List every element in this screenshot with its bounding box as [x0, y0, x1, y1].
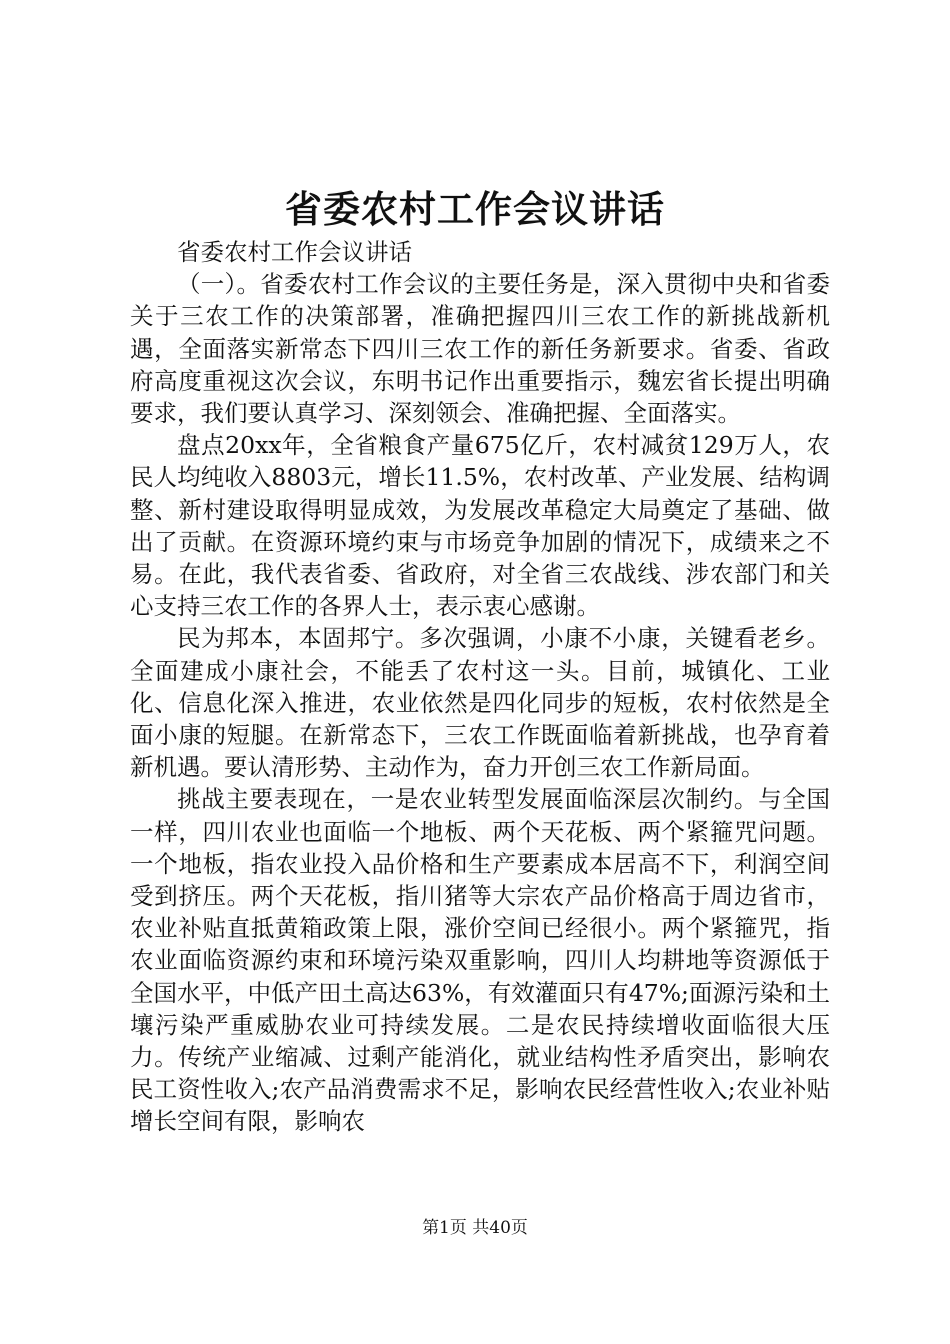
paragraph: 盘点20xx年，全省粮食产量675亿斤，农村减贫129万人，农民人均纯收入8803元，增长11.5%，农村改革、产业发展、结构调整、新村建设取得明显成效，为发展改革稳定大局奠定了基础、做出了贡献。在资源环境约束与市场竞争加剧的情况下，成绩来之不易。在此，我代表省委、省政府，对全省三农战线、涉农部门和关心支持三农工作的各界人士，表示衷心感谢。 — [130, 431, 830, 621]
paragraph: 省委农村工作会议讲话 — [177, 238, 412, 266]
page-footer: 第1页 共40页 — [422, 1218, 528, 1238]
document-body — [130, 236, 830, 1138]
paragraph: 挑战主要表现在，一是农业转型发展面临深层次制约。与全国一样，四川农业也面临一个地板、两个天花板、两个紧箍咒问题。一个地板，指农业投入品价格和生产要素成本居高不下，利润空间受到挤压。两个天花板，指川猪等大宗农产品价格高于周边省市，农业补贴直抵黄箱政策上限，涨价空间已经很小。两个紧箍咒，指农业面临资源约束和环境污染双重影响，四川人均耕地等资源低于全国水平，中低产田土高达63%，有效灌面只有47%;面源污染和土壤污染严重威胁农业可持续发展。二是农民持续增收面临很大压力。传统产业缩减、过剩产能消化，就业结构性矛盾突出，影响农民工资性收入;农产品消费需求不足，影响农民经营性收入;农业补贴增长空间有限，影响农 — [130, 785, 830, 1136]
document-title: 省委农村工作会议讲话 — [285, 187, 665, 231]
paragraph: 民为邦本，本固邦宁。多次强调，小康不小康，关键看老乡。全面建成小康社会，不能丢了农村这一头。目前，城镇化、工业化、信息化深入推进，农业依然是四化同步的短板，农村依然是全面小康的短腿。在新常态下，三农工作既面临着新挑战，也孕育着新机遇。要认清形势、主动作为，奋力开创三农工作新局面。 — [130, 624, 830, 782]
paragraph: （一）。省委农村工作会议的主要任务是，深入贯彻中央和省委关于三农工作的决策部署，准确把握四川三农工作的新挑战新机遇，全面落实新常态下四川三农工作的新任务新要求。省委、省政府高度重视这次会议，东明书记作出重要指示，魏宏省长提出明确要求，我们要认真学习、深刻领会、准确把握、全面落实。 — [130, 270, 830, 428]
